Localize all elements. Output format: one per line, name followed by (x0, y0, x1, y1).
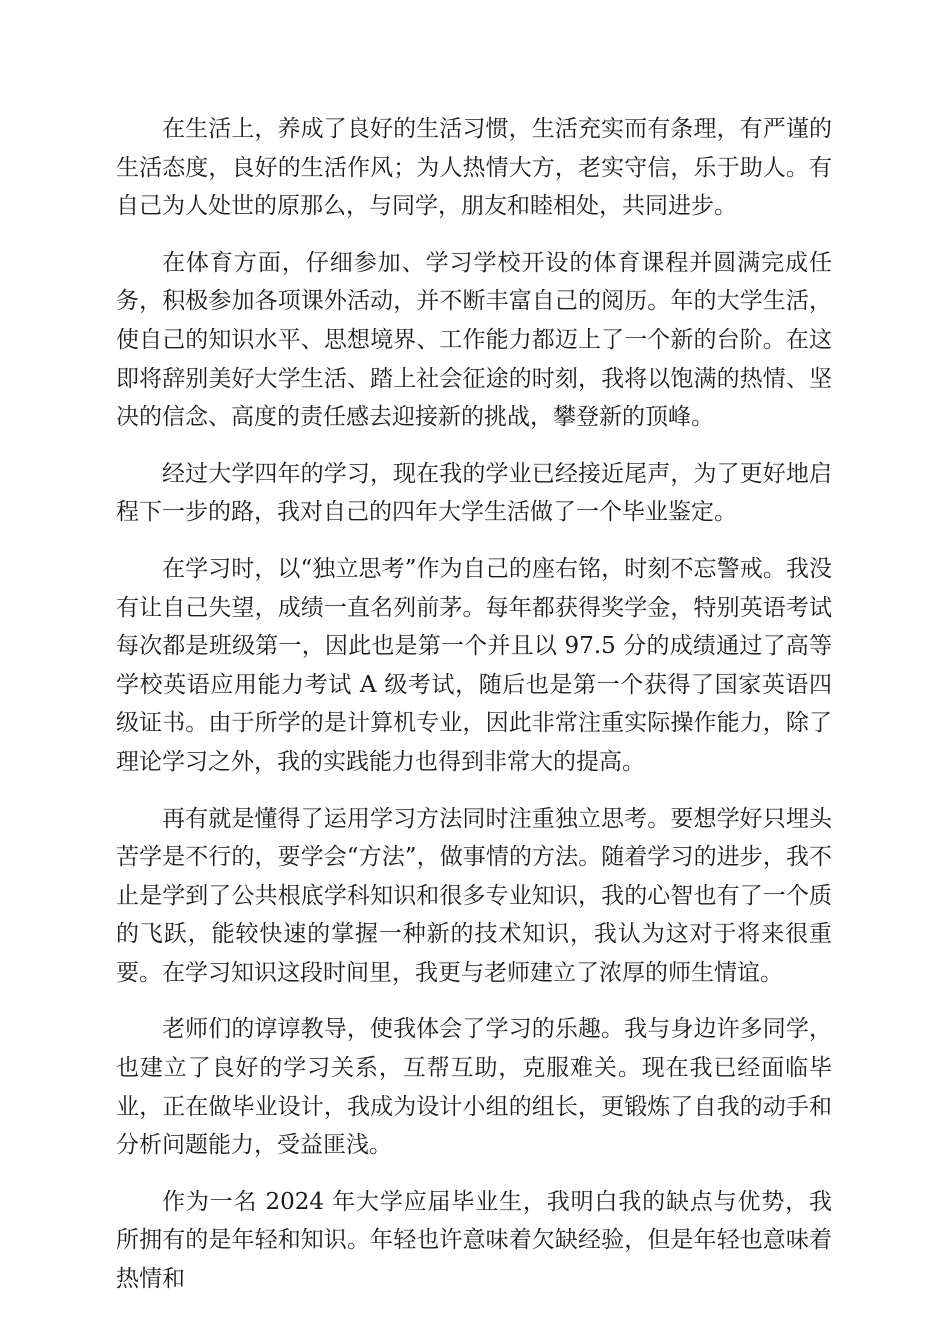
paragraph-teachers: 老师们的谆谆教导，使我体会了学习的乐趣。我与身边许多同学，也建立了良好的学习关系，互帮互助，克服难关。现在我已经面临毕业，正在做毕业设计，我成为设计小组的组长，更锻炼了自我的动手和分析问题能力，受益匪浅。 (116, 1016, 832, 1159)
paragraph-methods: 再有就是懂得了运用学习方法同时注重独立思考。要想学好只埋头苦学是不行的，要学会“方法”，做事情的方法。随着学习的进步，我不止是学到了公共根底学科知识和很多专业知识，我的心智也有了一个质的飞跃，能较快速的掌握一种新的技术知识，我认为这对于将来很重要。在学习知识这段时间里，我更与老师建立了浓厚的师生情谊。 (116, 805, 832, 986)
paragraph-summary: 经过大学四年的学习，现在我的学业已经接近尾声，为了更好地启程下一步的路，我对自己的四年大学生活做了一个毕业鉴定。 (116, 460, 832, 526)
document-body (116, 110, 832, 1317)
paragraph-sports: 在体育方面，仔细参加、学习学校开设的体育课程并圆满完成任务，积极参加各项课外活动，并不断丰富自己的阅历。年的大学生活，使自己的知识水平、思想境界、工作能力都迈上了一个新的台阶。在这即将辞别美好大学生活、踏上社会征途的时刻，我将以饱满的热情、坚决的信念、高度的责任感去迎接新的挑战，攀登新的顶峰。 (116, 249, 832, 431)
paragraph-graduate: 作为一名 2024 年大学应届毕业生，我明白我的缺点与优势，我所拥有的是年轻和知识。年轻也许意味着欠缺经验，但是年轻也意味着热情和 (116, 1188, 832, 1293)
paragraph-life: 在生活上，养成了良好的生活习惯，生活充实而有条理，有严谨的生活态度，良好的生活作风；为人热情大方，老实守信，乐于助人。有自己为人处世的原那么，与同学，朋友和睦相处，共同进步。 (116, 116, 832, 220)
paragraph-study: 在学习时，以“独立思考”作为自己的座右铭，时刻不忘警戒。我没有让自己失望，成绩一直名列前茅。每年都获得奖学金，特别英语考试每次都是班级第一，因此也是第一个并且以 97.5 分的成绩通过了高等学校英语应用能力考试 A 级考试，随后也是第一个获得了国家英语四级证书。由于所学的是计算机专业，因此非常注重实际操作能力，除了理论学习之外，我的实践能力也得到非常大的提高。 (116, 555, 832, 775)
